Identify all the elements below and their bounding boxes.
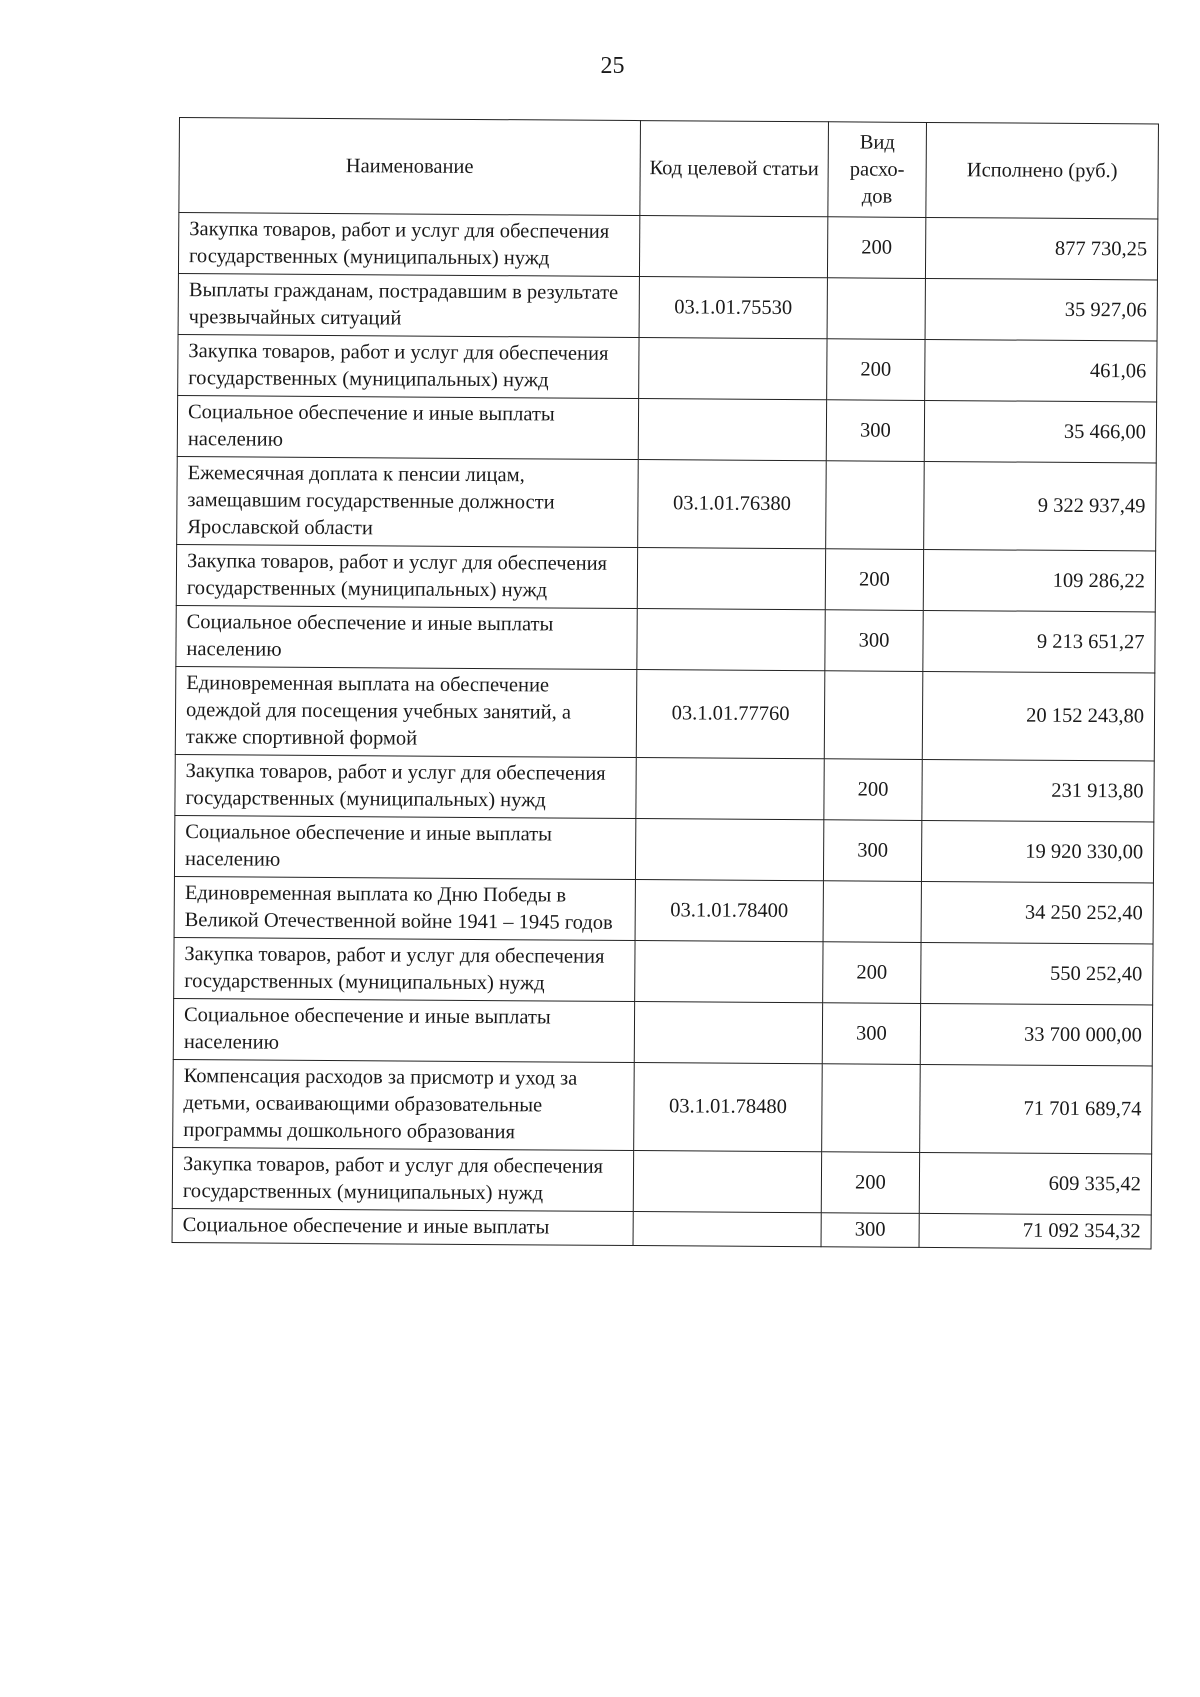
table-row [176, 605, 1155, 672]
table-row [175, 754, 1154, 821]
row-target-code-cell [637, 609, 825, 671]
header-row [179, 118, 1159, 219]
table-row [174, 876, 1153, 943]
table-row [174, 937, 1153, 1004]
row-name-cell: Закупка товаров, работ и услуг для обеспечения государственных (муниципальных) нужд [178, 213, 639, 277]
table-row [177, 395, 1156, 462]
header-target-code: Код целевой статьи [640, 121, 829, 217]
header-name: Наименование [179, 118, 641, 216]
table-row [172, 1147, 1151, 1214]
row-expense-kind-cell [824, 671, 923, 760]
row-target-code-cell [636, 758, 824, 820]
row-expense-kind-cell [827, 278, 925, 340]
row-executed-amount-cell: 109 286,22 [923, 549, 1155, 612]
row-name-cell: Социальное обеспечение и иные выплаты [172, 1208, 633, 1245]
table-row [175, 666, 1155, 760]
page-number: 25 [600, 53, 625, 79]
row-executed-amount-cell: 34 250 252,40 [921, 881, 1153, 944]
row-executed-amount-cell: 231 913,80 [922, 759, 1154, 822]
header-executed-amount: Исполнено (руб.) [926, 122, 1159, 219]
row-name-cell: Закупка товаров, работ и услуг для обеспечения государственных (муниципальных) нужд [176, 544, 637, 608]
row-name-cell: Закупка товаров, работ и услуг для обеспечения государственных (муниципальных) нужд [172, 1147, 633, 1211]
row-target-code-cell [639, 216, 827, 278]
row-expense-kind-cell: 200 [824, 759, 922, 821]
table-row [178, 273, 1157, 340]
table-row [173, 998, 1152, 1065]
row-target-code-cell [637, 548, 825, 610]
table-body [172, 213, 1158, 1249]
row-target-code-cell [633, 1151, 821, 1213]
row-name-cell: Единовременная выплата ко Дню Победы в Великой Отечественной войне 1941 – 1945 годов [174, 876, 635, 940]
table-header [179, 118, 1159, 219]
row-executed-amount-cell: 550 252,40 [921, 942, 1153, 1005]
row-name-cell: Социальное обеспечение и иные выплаты населению [177, 395, 638, 459]
header-expense-kind: Вид расхо-дов [828, 122, 927, 218]
row-name-cell: Единовременная выплата на обеспечение одеждой для посещения учебных занятий, а также спортивной формой [175, 666, 637, 757]
row-executed-amount-cell: 33 700 000,00 [920, 1003, 1152, 1066]
row-target-code-cell: 03.1.01.76380 [638, 460, 827, 549]
row-executed-amount-cell: 20 152 243,80 [922, 671, 1155, 761]
row-expense-kind-cell: 300 [825, 610, 923, 672]
row-executed-amount-cell: 35 927,06 [925, 278, 1157, 341]
row-expense-kind-cell: 300 [822, 1003, 920, 1065]
row-executed-amount-cell: 9 213 651,27 [923, 610, 1155, 673]
row-name-cell: Закупка товаров, работ и услуг для обеспечения государственных (муниципальных) нужд [178, 334, 639, 398]
row-target-code-cell [635, 941, 823, 1003]
table-row [177, 456, 1157, 550]
row-executed-amount-cell: 609 335,42 [919, 1152, 1151, 1215]
row-executed-amount-cell: 71 092 354,32 [919, 1213, 1151, 1249]
row-target-code-cell: 03.1.01.77760 [636, 670, 825, 759]
table-row [174, 815, 1153, 882]
row-target-code-cell [635, 819, 823, 881]
row-expense-kind-cell [823, 881, 921, 943]
row-expense-kind-cell: 200 [827, 339, 925, 401]
row-expense-kind-cell: 200 [821, 1152, 919, 1214]
row-executed-amount-cell: 877 730,25 [925, 217, 1157, 280]
row-name-cell: Закупка товаров, работ и услуг для обеспечения государственных (муниципальных) нужд [175, 754, 636, 818]
table-row [173, 1059, 1153, 1153]
row-executed-amount-cell: 71 701 689,74 [920, 1064, 1153, 1154]
row-expense-kind-cell: 200 [827, 217, 925, 279]
table-row [172, 1208, 1151, 1248]
row-expense-kind-cell: 300 [826, 400, 924, 462]
row-executed-amount-cell: 9 322 937,49 [924, 461, 1157, 551]
row-name-cell: Социальное обеспечение и иные выплаты населению [174, 815, 635, 879]
row-name-cell: Компенсация расходов за присмотр и уход за детьми, осваивающими образовательные программы дошкольного образования [173, 1059, 635, 1150]
row-target-code-cell [633, 1212, 821, 1247]
row-name-cell: Закупка товаров, работ и услуг для обеспечения государственных (муниципальных) нужд [174, 937, 635, 1001]
row-name-cell: Социальное обеспечение и иные выплаты населению [176, 605, 637, 669]
row-expense-kind-cell [822, 1064, 921, 1153]
row-expense-kind-cell [826, 461, 925, 550]
row-expense-kind-cell: 200 [823, 942, 921, 1004]
row-target-code-cell: 03.1.01.78400 [635, 880, 823, 942]
row-target-code-cell: 03.1.01.75530 [639, 277, 827, 339]
row-name-cell: Выплаты гражданам, пострадавшим в результате чрезвычайных ситуаций [178, 273, 639, 337]
row-name-cell: Социальное обеспечение и иные выплаты населению [173, 998, 634, 1062]
row-target-code-cell [638, 399, 826, 461]
table-row [178, 334, 1157, 401]
row-expense-kind-cell: 200 [825, 549, 923, 611]
row-executed-amount-cell: 35 466,00 [924, 400, 1156, 463]
row-executed-amount-cell: 461,06 [925, 339, 1157, 402]
row-name-cell: Ежемесячная доплата к пенсии лицам, замещавшим государственные должности Ярославской области [177, 456, 639, 547]
budget-execution-table [172, 117, 1159, 1249]
row-target-code-cell [634, 1002, 822, 1064]
row-executed-amount-cell: 19 920 330,00 [921, 820, 1153, 883]
row-expense-kind-cell: 300 [821, 1213, 919, 1248]
table-row [176, 544, 1155, 611]
row-expense-kind-cell: 300 [823, 820, 921, 882]
row-target-code-cell: 03.1.01.78480 [634, 1063, 823, 1152]
table-row [178, 213, 1157, 280]
row-target-code-cell [639, 338, 827, 400]
